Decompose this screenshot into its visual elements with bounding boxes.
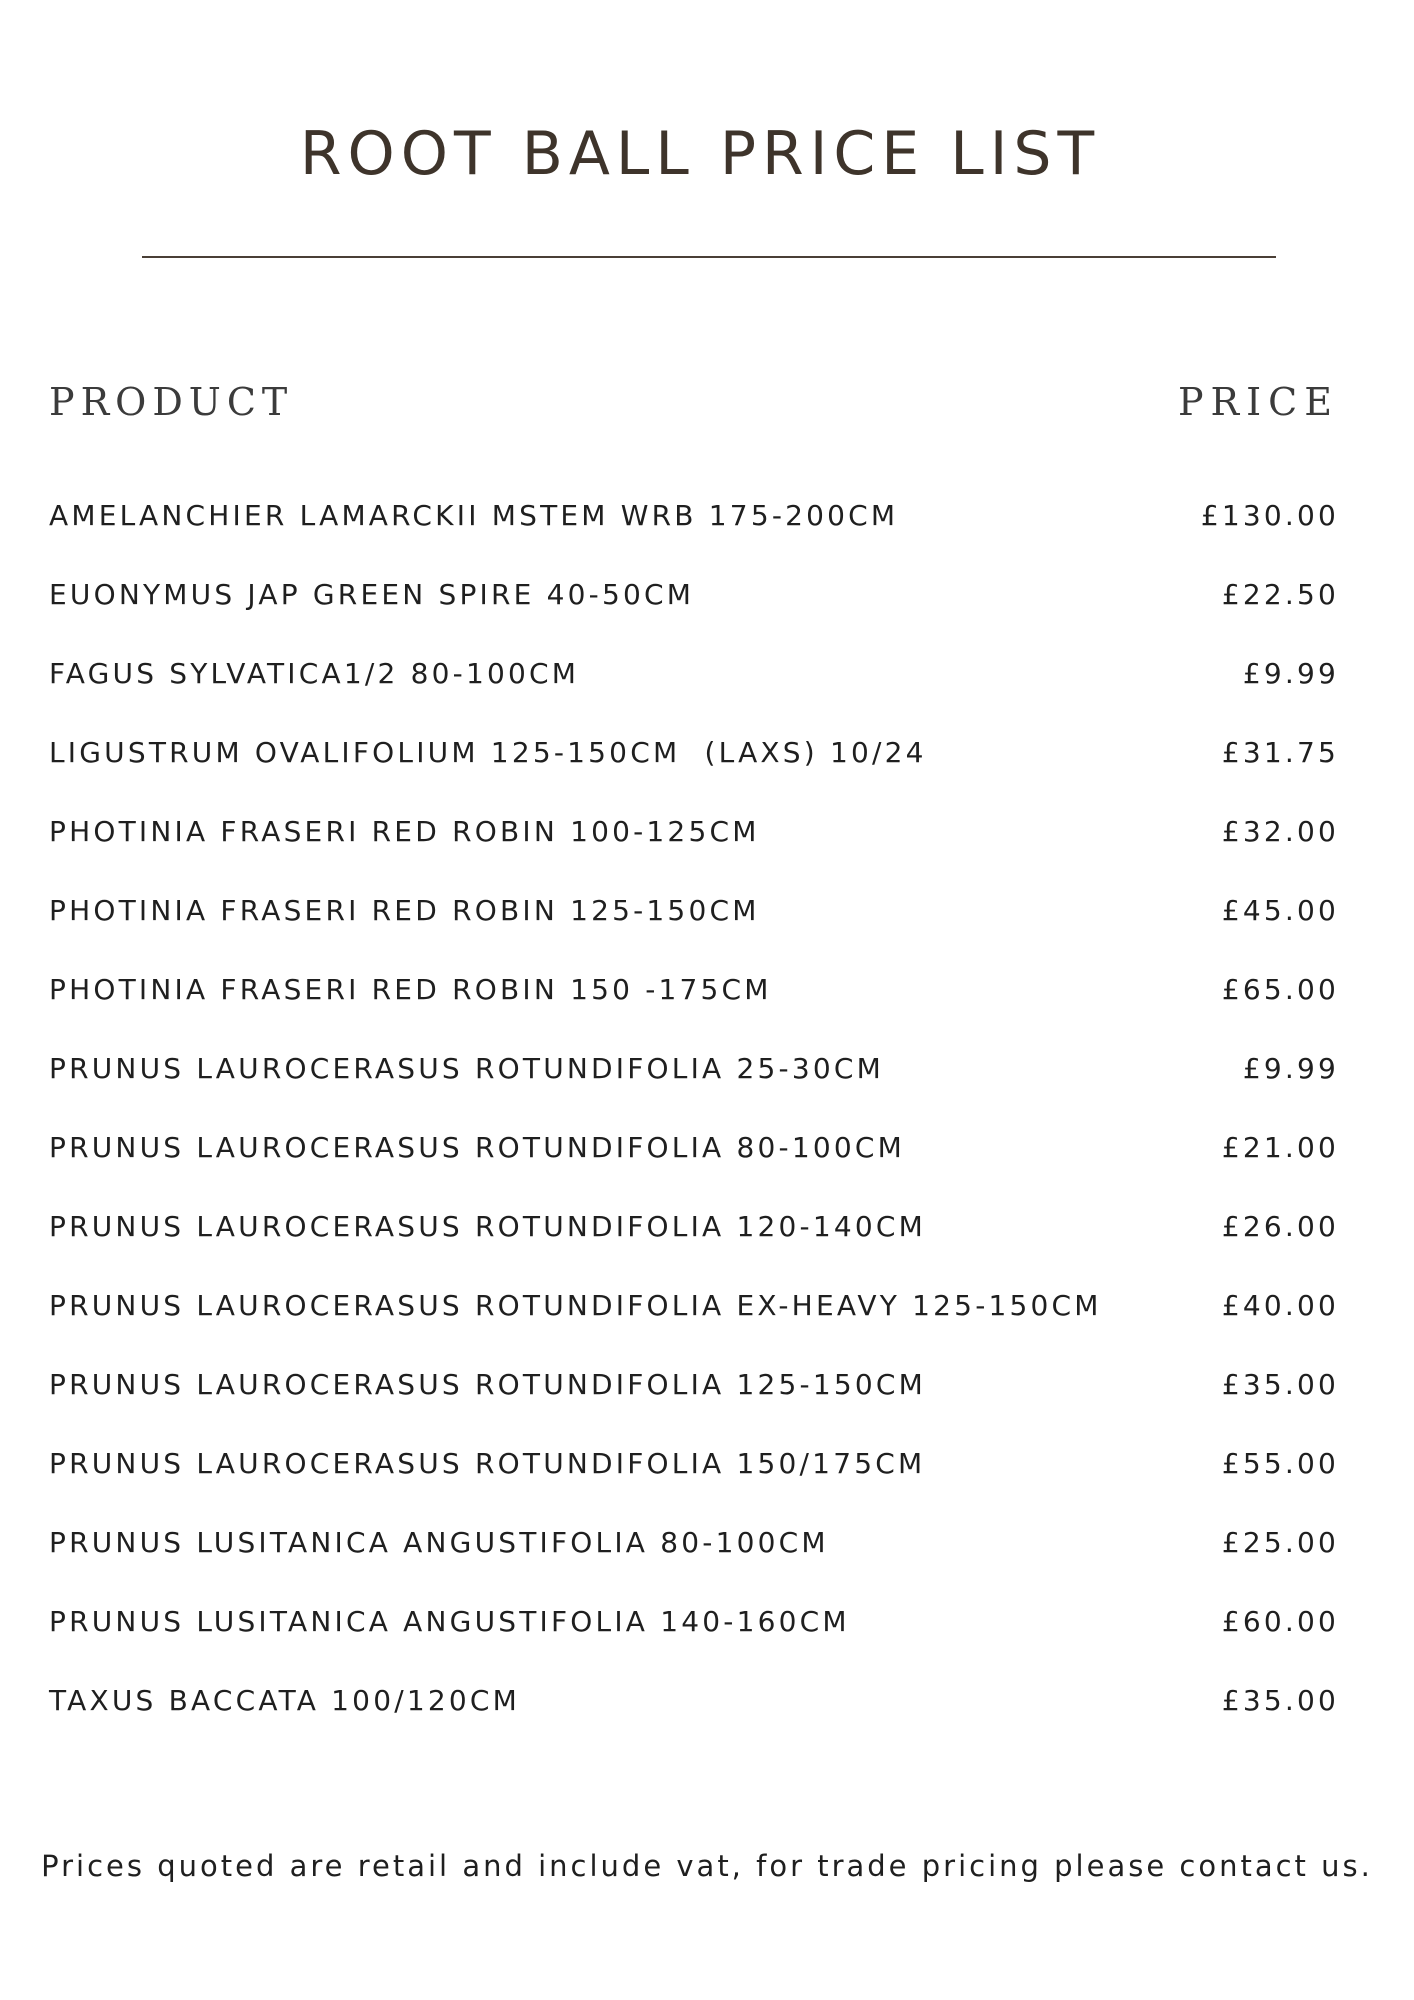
product-name: PRUNUS LAUROCERASUS ROTUNDIFOLIA EX-HEAVY 125-150CM — [49, 1289, 1102, 1322]
product-price: £60.00 — [1221, 1605, 1339, 1638]
product-price: £45.00 — [1221, 894, 1339, 927]
list-item — [49, 1507, 1339, 1586]
price-column-header: PRICE — [1177, 380, 1339, 424]
title-divider — [142, 256, 1276, 258]
product-price: £32.00 — [1221, 815, 1339, 848]
list-item — [49, 717, 1339, 796]
product-name: PRUNUS LUSITANICA ANGUSTIFOLIA 80-100CM — [49, 1526, 829, 1559]
product-price: £55.00 — [1221, 1447, 1339, 1480]
product-name: PRUNUS LAUROCERASUS ROTUNDIFOLIA 25-30CM — [49, 1052, 884, 1085]
product-name: PRUNUS LAUROCERASUS ROTUNDIFOLIA 125-150CM — [49, 1368, 927, 1401]
product-price: £21.00 — [1221, 1131, 1339, 1164]
product-name: PRUNUS LUSITANICA ANGUSTIFOLIA 140-160CM — [49, 1605, 850, 1638]
product-column-header: PRODUCT — [49, 380, 294, 424]
list-item — [49, 1033, 1339, 1112]
footer-note: Prices quoted are retail and include vat, for trade pricing please contact us. — [41, 1849, 1373, 1883]
product-price: £40.00 — [1221, 1289, 1339, 1322]
product-name: PHOTINIA FRASERI RED ROBIN 125-150CM — [49, 894, 760, 927]
list-item — [49, 1191, 1339, 1270]
product-price: £31.75 — [1221, 736, 1339, 769]
product-name: PRUNUS LAUROCERASUS ROTUNDIFOLIA 80-100CM — [49, 1131, 905, 1164]
product-price: £26.00 — [1221, 1210, 1339, 1243]
page-title: ROOT BALL PRICE LIST — [299, 119, 1101, 189]
list-item — [49, 559, 1339, 638]
price-list — [49, 480, 1339, 1744]
list-item — [49, 1349, 1339, 1428]
product-price: £9.99 — [1242, 1052, 1339, 1085]
product-name: PRUNUS LAUROCERASUS ROTUNDIFOLIA 150/175CM — [49, 1447, 926, 1480]
product-name: AMELANCHIER LAMARCKII MSTEM WRB 175-200CM — [49, 499, 899, 532]
list-item — [49, 875, 1339, 954]
list-item — [49, 954, 1339, 1033]
product-price: £9.99 — [1242, 657, 1339, 690]
product-name: PHOTINIA FRASERI RED ROBIN 150 -175CM — [49, 973, 772, 1006]
product-name: PRUNUS LAUROCERASUS ROTUNDIFOLIA 120-140CM — [49, 1210, 927, 1243]
product-price: £130.00 — [1200, 499, 1339, 532]
product-name: TAXUS BACCATA 100/120CM — [49, 1684, 521, 1717]
list-item — [49, 480, 1339, 559]
product-price: £65.00 — [1221, 973, 1339, 1006]
product-price: £35.00 — [1221, 1368, 1339, 1401]
list-item — [49, 1112, 1339, 1191]
list-item — [49, 1270, 1339, 1349]
product-price: £22.50 — [1221, 578, 1339, 611]
list-item — [49, 638, 1339, 717]
product-name: FAGUS SYLVATICA1/2 80-100CM — [49, 657, 580, 690]
product-price: £25.00 — [1221, 1526, 1339, 1559]
list-item — [49, 1665, 1339, 1744]
list-item — [49, 1586, 1339, 1665]
list-item — [49, 1428, 1339, 1507]
product-price: £35.00 — [1221, 1684, 1339, 1717]
list-item — [49, 796, 1339, 875]
product-name: PHOTINIA FRASERI RED ROBIN 100-125CM — [49, 815, 760, 848]
product-name: LIGUSTRUM OVALIFOLIUM 125-150CM (LAXS) 10/24 — [49, 736, 927, 769]
product-name: EUONYMUS JAP GREEN SPIRE 40-50CM — [49, 578, 695, 611]
